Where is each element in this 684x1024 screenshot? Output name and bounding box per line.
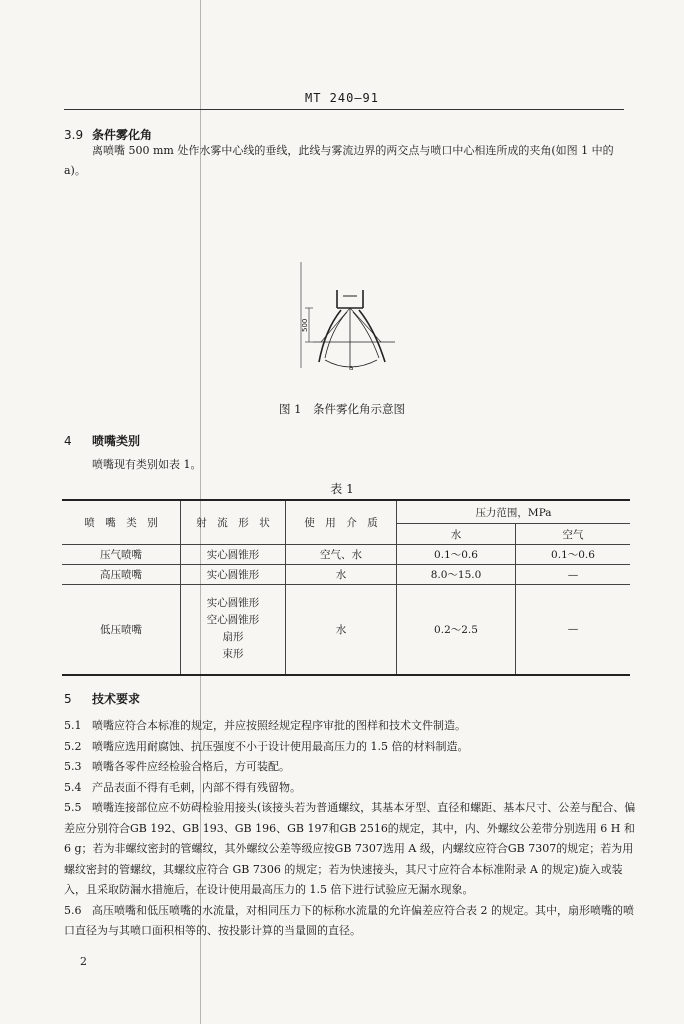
cell-medium: 空气、水 bbox=[286, 545, 397, 565]
page-header-code: MT 240—91 bbox=[304, 91, 380, 105]
item-number: 5.1 bbox=[64, 719, 82, 732]
cell-water: 0.2～2.5 bbox=[397, 585, 516, 675]
shape-item: 空心圆锥形 bbox=[206, 614, 260, 627]
cell-medium: 水 bbox=[286, 585, 397, 675]
angle-label: a bbox=[349, 364, 354, 372]
table-1 bbox=[62, 499, 630, 676]
cell-category: 压气喷嘴 bbox=[62, 545, 181, 565]
cell-shape: 实心圆锥形 bbox=[181, 545, 286, 565]
table-row bbox=[62, 585, 630, 675]
table-1-title: 表 1 bbox=[330, 482, 354, 496]
section-title: 技术要求 bbox=[92, 692, 141, 706]
dimension-label: 500 bbox=[301, 318, 309, 332]
header-rule bbox=[64, 109, 624, 110]
section-number: 3.9 bbox=[64, 128, 84, 142]
requirement-item bbox=[64, 798, 636, 901]
item-text: 产品表面不得有毛刺，内部不得有残留物。 bbox=[92, 780, 301, 794]
header-water: 水 bbox=[397, 524, 516, 545]
cell-medium: 水 bbox=[286, 565, 397, 585]
header-pressure: 压力范围，MPa bbox=[397, 500, 631, 524]
cell-air: — bbox=[516, 565, 631, 585]
spray-boundary-left bbox=[319, 310, 341, 362]
spray-inner-left bbox=[325, 312, 347, 358]
shape-item: 扇形 bbox=[222, 631, 244, 644]
item-text: 喷嘴各零件应经检验合格后，方可装配。 bbox=[92, 760, 290, 773]
cell-water: 8.0～15.0 bbox=[397, 565, 516, 585]
shape-item: 实心圆锥形 bbox=[206, 597, 260, 610]
cell-category: 高压喷嘴 bbox=[62, 565, 181, 585]
header-shape: 射 流 形 状 bbox=[181, 500, 286, 545]
angle-ray-left bbox=[321, 308, 350, 342]
requirement-item bbox=[64, 757, 636, 778]
cell-water: 0.1～0.6 bbox=[397, 545, 516, 565]
section-number: 5 bbox=[64, 692, 72, 706]
cell-shape: 实心圆锥形 bbox=[181, 565, 286, 585]
section-number: 4 bbox=[64, 434, 72, 448]
section-title: 条件雾化角 bbox=[92, 128, 153, 142]
shape-item: 束形 bbox=[222, 648, 244, 661]
requirement-item bbox=[64, 716, 636, 737]
table-row bbox=[62, 545, 630, 565]
table-row bbox=[62, 565, 630, 585]
spray-boundary-right bbox=[359, 310, 385, 362]
item-number: 5.5 bbox=[64, 801, 82, 814]
header-air: 空气 bbox=[516, 524, 631, 545]
requirement-item bbox=[64, 901, 636, 942]
section-title: 喷嘴类别 bbox=[92, 434, 141, 448]
item-text: 高压喷嘴和低压喷嘴的水流量，对相同压力下的标称水流量的允许偏差应符合表 2 的规定。其中，扇形喷嘴的喷口直径为与其喷口面积相等的、按投影计算的当量圆的直径。 bbox=[64, 903, 634, 937]
requirements-list bbox=[64, 716, 636, 942]
item-number: 5.2 bbox=[64, 739, 82, 753]
item-text: 喷嘴应符合本标准的规定，并应按照经规定程序审批的图样和技术文件制造。 bbox=[92, 719, 466, 732]
section-5-heading bbox=[64, 690, 140, 707]
item-text: 喷嘴连接部位应不妨碍检验用接头(该接头若为普通螺纹，其基本牙型、直径和螺距、基本尺寸、公差与配合、偏差应分别符合GB 192、GB 193、GB 196、GB 197和GB 2516的规定，其中，内、外螺纹公差带分别选用 6 H 和 6 g；若为非螺纹密封的管螺纹，其外螺纹公差等级应按GB 7307选用 A 级，内螺纹应符合GB 7307的规定；若为用螺纹密封的管螺纹，其螺纹应符合 GB 7306 的规定；若为快速接头，其尺寸应符合本标准附录 A 的规定)旋入或装入，且采取防漏水措施后，在设计使用最高压力的 1.5 倍下进行试验应无漏水现象。 bbox=[64, 801, 636, 896]
cell-air: — bbox=[516, 585, 631, 675]
header-category: 喷 嘴 类 别 bbox=[62, 500, 181, 545]
page-number: 2 bbox=[80, 955, 87, 968]
section-3-9-text: 离喷嘴 500 mm 处作水雾中心线的垂线，此线与雾流边界的两交点与喷口中心相连所成的夹角(如图 1 中的 a)。 bbox=[64, 144, 614, 177]
item-text: 喷嘴应选用耐腐蚀、抗压强度不小于设计使用最高压力的 1.5 倍的材料制造。 bbox=[92, 739, 469, 753]
requirement-item bbox=[64, 737, 636, 758]
section-4-intro: 喷嘴现有类别如表 1。 bbox=[92, 458, 202, 471]
section-4-heading bbox=[64, 432, 140, 449]
item-number: 5.3 bbox=[64, 760, 82, 773]
figure-1-diagram bbox=[285, 260, 415, 375]
requirement-item bbox=[64, 778, 636, 799]
cell-air: 0.1～0.6 bbox=[516, 545, 631, 565]
item-number: 5.4 bbox=[64, 780, 82, 794]
angle-ray-right bbox=[350, 308, 381, 342]
item-number: 5.6 bbox=[64, 903, 82, 917]
cell-shape-list bbox=[181, 585, 286, 675]
figure-1-caption: 图 1 条件雾化角示意图 bbox=[279, 402, 405, 416]
header-medium: 使 用 介 质 bbox=[286, 500, 397, 545]
cell-category: 低压喷嘴 bbox=[62, 585, 181, 675]
